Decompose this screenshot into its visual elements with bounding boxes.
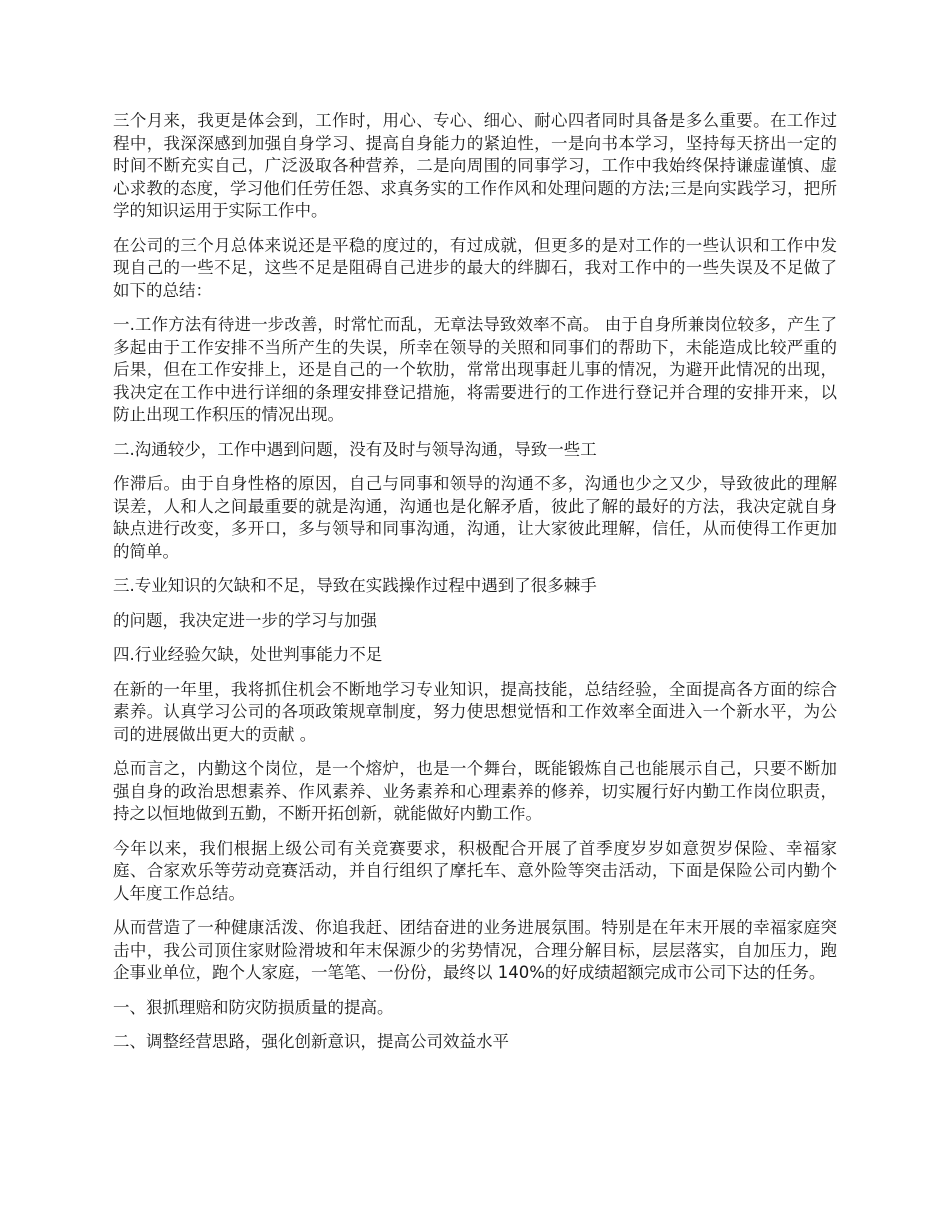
paragraph-10: 总而言之，内勤这个岗位，是一个熔炉，也是一个舞台，既能锻炼自己也能展示自己，只要不断加强自身的政治思想素养、作风素养、业务素养和心理素养的修养，切实履行好内勤工作岗位职责，持之以恒地做到五勤，不断开拓创新，就能做好内勤工作。	[113, 759, 837, 823]
paragraph-4: 二.沟通较少，工作中遇到问题，没有及时与领导沟通，导致一些工	[113, 439, 597, 459]
paragraph-6: 三.专业知识的欠缺和不足，导致在实践操作过程中遇到了很多棘手	[113, 576, 597, 595]
paragraph-3: 一.工作方法有待进一步改善，时常忙而乱，无章法导致效率不高。 由于自身所兼岗位较多，产生了多起由于工作安排不当所产生的失误，所幸在领导的关照和同事们的帮助下，未能造成比较严重的后果，但在工作安排上，还是自己的一个软肋，常常出现事赶儿事的情况，为避开此情况的出现，我决定在工作中进行详细的条理安排登记措施，将需要进行的工作进行登记并合理的安排开来，以防止出现工作积压的情况出现。	[113, 315, 837, 424]
paragraph-7: 的问题，我决定进一步的学习与加强	[113, 610, 377, 630]
paragraph-5: 作滞后。由于自身性格的原因，自己与同事和领导的沟通不多，沟通也少之又少，导致彼此的理解误差，人和人之间最重要的就是沟通，沟通也是化解矛盾，彼此了解的最好的方法，我决定就自身缺点进行改变，多开口，多与领导和同事沟通，沟通，让大家彼此理解，信任，从而使得工作更加的简单。	[113, 474, 837, 561]
paragraph-8: 四.行业经验欠缺，处世判事能力不足	[113, 645, 383, 664]
paragraph-2: 在公司的三个月总体来说还是平稳的度过的，有过成就，但更多的是对工作的一些认识和工作中发现自己的一些不足，这些不足是阻碍自己进步的最大的绊脚石，我对工作中的一些失误及不足做了如下的总结：	[113, 235, 837, 300]
paragraph-12: 从而营造了一种健康活泼、你追我赶、团结奋进的业务进展氛围。特别是在年末开展的幸福家庭突击中，我公司顶住家财险滑坡和年末保源少的劣势情况，合理分解目标，层层落实，自加压力，跑企事业单位，跑个人家庭，一笔笔、一份份，最终以 140%的好成绩超额完成市公司下达的任务。	[113, 918, 837, 982]
paragraph-14: 二、调整经营思路，强化创新意识，提高公司效益水平	[113, 1032, 509, 1051]
paragraph-1: 三个月来，我更是体会到，工作时，用心、专心、细心、耐心四者同时具备是多么重要。在工作过程中，我深深感到加强自身学习、提高自身能力的紧迫性，一是向书本学习，坚持每天挤出一定的时间不断充实自己，广泛汲取各种营养，二是向周围的同事学习，工作中我始终保持谦虚谨慎、虚心求教的态度，学习他们任劳任怨、求真务实的工作作风和处理问题的方法;三是向实践学习，把所学的知识运用于实际工作中。	[113, 111, 837, 220]
paragraph-11: 今年以来，我们根据上级公司有关竞赛要求，积极配合开展了首季度岁岁如意贺岁保险、幸福家庭、合家欢乐等劳动竞赛活动，并自行组织了摩托车、意外险等突击活动，下面是保险公司内勤个人年度工作总结。	[113, 838, 837, 903]
paragraph-9: 在新的一年里，我将抓住机会不断地学习专业知识，提高技能，总结经验，全面提高各方面的综合素养。认真学习公司的各项政策规章制度，努力使思想觉悟和工作效率全面进入一个新水平，为公司的进展做出更大的贡献 。	[113, 679, 837, 744]
paragraph-13: 一、狠抓理赔和防灾防损质量的提高。	[113, 997, 394, 1017]
